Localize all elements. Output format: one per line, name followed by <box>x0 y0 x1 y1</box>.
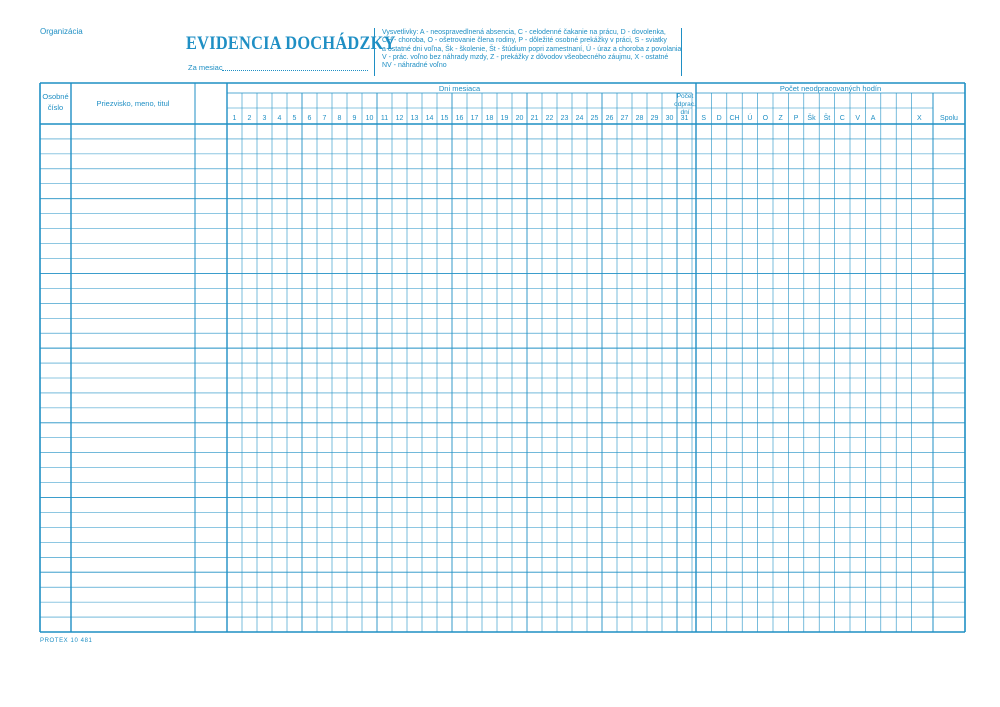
legend-line: Vysvetlivky: A - neospravedlnená absencia, C - celodenné čakanie na prácu, D - dovolenka, <box>382 29 666 36</box>
day-number: 22 <box>545 115 554 122</box>
day-number: 30 <box>665 115 674 122</box>
day-number: 28 <box>635 115 644 122</box>
day-number: 18 <box>485 115 494 122</box>
hours-code: Ú <box>747 115 753 122</box>
day-number: 7 <box>322 115 327 122</box>
day-number: 19 <box>500 115 509 122</box>
legend-line: CH - choroba, O - ošetrovanie člena rodiny, P - dôležité osobné prekážky v práci, S - sviatky <box>382 37 667 45</box>
header-worked-days: Počet <box>676 93 694 100</box>
day-number: 5 <box>292 115 297 122</box>
day-number: 13 <box>410 115 419 122</box>
day-number: 24 <box>575 115 584 122</box>
day-number: 12 <box>395 115 404 122</box>
day-number: 21 <box>530 115 539 122</box>
form-code: PROTEX 10 481 <box>40 638 93 644</box>
hours-code: X <box>916 115 922 122</box>
day-number: 31 <box>680 115 689 122</box>
day-number: 17 <box>470 115 479 122</box>
legend-line: V - prác. voľno bez náhrady mzdy, Z - prekážky z dôvodov všeobecného záujmu, X - ostatné <box>382 53 669 61</box>
day-number: 3 <box>262 115 267 122</box>
hours-code: A <box>870 115 876 122</box>
header-days-of-month: Dni mesiaca <box>438 84 481 93</box>
hours-code: D <box>716 115 722 122</box>
legend-line: NV - náhradné voľno <box>382 62 447 70</box>
header-worked-days: odprac. <box>674 101 696 108</box>
day-number: 26 <box>605 115 614 122</box>
day-number: 4 <box>277 115 282 122</box>
header-unworked-hours: Počet neodpracovaných hodín <box>779 84 882 93</box>
document-title: EVIDENCIA DOCHÁDZKY <box>186 33 396 54</box>
hours-code: P <box>793 115 799 122</box>
header-personal-number: Osobné <box>42 92 69 101</box>
day-number: 25 <box>590 115 599 122</box>
month-label: Za mesiac <box>188 63 223 72</box>
header-personal-number: číslo <box>47 103 64 112</box>
day-number: 6 <box>307 115 312 122</box>
day-number: 14 <box>425 115 434 122</box>
hours-code: Št <box>823 115 831 122</box>
day-number: 16 <box>455 115 464 122</box>
hours-code: V <box>855 115 861 122</box>
hours-code: Šk <box>807 115 816 122</box>
header-name: Priezvisko, meno, titul <box>96 99 170 108</box>
day-number: 10 <box>365 115 374 122</box>
hours-code: C <box>839 115 845 122</box>
day-number: 23 <box>560 115 569 122</box>
day-number: 15 <box>440 115 449 122</box>
hours-code: Z <box>778 115 783 122</box>
day-number: 27 <box>620 115 629 122</box>
day-number: 8 <box>337 115 342 122</box>
hours-code: O <box>762 115 769 122</box>
header-total: Spolu <box>940 115 958 122</box>
organization-label: Organizácia <box>40 27 83 36</box>
hours-code: CH <box>729 115 740 122</box>
hours-code: S <box>701 115 707 122</box>
legend-line: a ostatné dni voľna, Šk - školenie, Št - štúdium popri zamestnaní, Ú - úraz a choroba z povolania <box>382 45 682 53</box>
header-worked-days: dní <box>680 109 690 116</box>
day-number: 1 <box>232 115 237 122</box>
day-number: 2 <box>247 115 252 122</box>
day-number: 9 <box>352 115 357 122</box>
day-number: 20 <box>515 115 524 122</box>
day-number: 11 <box>380 115 389 122</box>
day-number: 29 <box>650 115 659 122</box>
